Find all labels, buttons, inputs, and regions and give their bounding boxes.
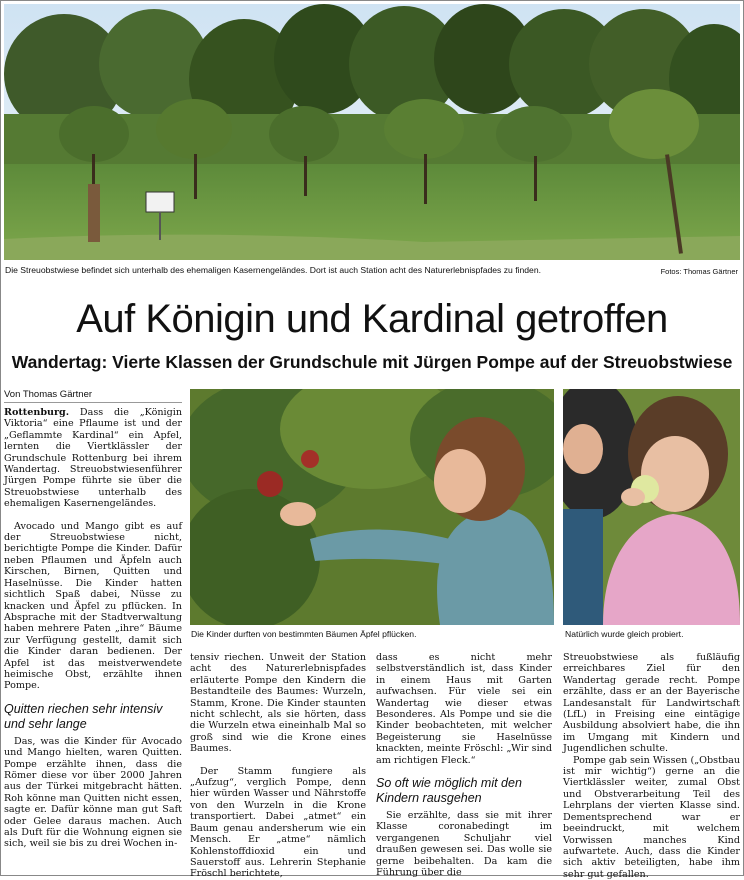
girl-eating-apple-photo bbox=[563, 389, 740, 625]
paragraph: Avocado und Mango gibt es auf der Streuobstwiese nicht, berichtigte Pompe die Kinder. Dafür neben Pflaumen und Äpfeln auch Kirschen, Birnen, Quitten und Haselnüsse. Die Kinder hatten sichtlich Spaß dabei, Nüsse zu knacken und Äpfel zu pflücken. In Absprache mit der Stadtverwaltung haben mehrere Paten „ihre“ Bäume zur Verfügung gestellt, damit sich die Kinder daran bedienen. Der Apfel ist das meistverwendete heimische Obst, erzählte ihnen Pompe. bbox=[4, 520, 182, 692]
dateline: Rottenburg. bbox=[4, 407, 70, 418]
article-column-2 bbox=[190, 652, 366, 880]
paragraph: Der Stamm fungiere als „Aufzug“, verglich Pompe, denn hier würden Wasser und Nährstoffe von den Wurzeln in die Krone transportiert. Dabei „atmet“ ein Baum genau andersherum wie ein Mensch. Er „atme“ nämlich Kohlenstoffdioxid ein und Sauerstoff aus. Lehrerin Stephanie Fröschl berichtete, bbox=[190, 765, 366, 880]
intertitle: So oft wie möglich mit den Kindern rausgehen bbox=[376, 776, 522, 806]
paragraph bbox=[4, 407, 182, 510]
byline: Von Thomas Gärtner bbox=[4, 389, 93, 400]
paragraph: Sie erzählte, dass sie mit ihrer Klasse coronabedingt im vergangenen Schuljahr viel draußen gewesen sei. Das wolle sie gerne beibehalten. Da kam die Führung über die bbox=[376, 810, 552, 879]
byline-rule bbox=[4, 402, 182, 403]
article-column-4 bbox=[563, 652, 740, 880]
orchard-photo bbox=[4, 4, 740, 260]
girl-picking-apples-photo bbox=[190, 389, 554, 625]
paragraph: Das, was die Kinder für Avocado und Mango hielten, waren Quitten. Pompe erzählte ihnen, dass die Römer diese vor über 2000 Jahren aus der Türkei mitgebracht hätten. Roh könne man Quitten nicht essen, sagte er. Dafür könne man gut Saft oder Gelee daraus machen. Auch als Duft für die Wohnung eignen sie sich, weil sie bis zu drei Wochen in- bbox=[4, 735, 182, 850]
article-column-3 bbox=[376, 652, 552, 879]
paragraph: Pompe gab sein Wissen („Obstbau ist mir wichtig“) gerne an die Viertklässler weiter, zumal Obst und Obstverarbeitung Teil des Lehrplans der vierten Klasse sind. Dementsprechend war er beeindruckt, mit welchem Vorwissen manches Kind aufwartete. Auch, dass die Kinder sich aktiv beteiligten, habe ihm sehr gut gefallen. bbox=[563, 754, 740, 880]
left-photo-caption: Die Kinder durften von bestimmten Bäumen Äpfel pflücken. bbox=[191, 629, 417, 639]
subheadline: Wandertag: Vierte Klassen der Grundschule mit Jürgen Pompe auf der Streuobstwiese bbox=[11, 352, 733, 372]
paragraph: tensiv riechen. Unweit der Station acht des Naturerlebnispfades erläuterte Pompe den Kindern die Bestandteile des Baumes: Wurzeln, Stamm, Krone. Die Kinder staunten nicht schlecht, als sie hörten, dass die Wurzeln etwa eineinhalb Mal so groß sind wie die Krone eines Baumes. bbox=[190, 652, 366, 755]
article-column-1 bbox=[4, 407, 182, 850]
photo-credit: Fotos: Thomas Gärtner bbox=[660, 267, 738, 276]
right-photo-caption: Natürlich wurde gleich probiert. bbox=[565, 629, 684, 639]
headline: Auf Königin und Kardinal getroffen bbox=[76, 297, 668, 341]
paragraph-text: Dass die „Königin Viktoria“ eine Pflaume ist und der „Geflammte Kardinal“ ein Apfel, lernten die Viertklässler der Grundschule Rottenburg bei ihrem Wandertag. Streuobstwiesenführer Jürgen Pompe führte sie über die Streuobstwiese unterhalb des ehemaligen Kasernengeländes. bbox=[4, 407, 182, 510]
paragraph: Streuobstwiese als fußläufig erreichbares Ziel für den Wandertag gerade recht. Pompe erzählte, dass er an der Bayerische Landesanstalt für Landwirtschaft (LfL) in Freising eine eintägige Ausbildung absolviert habe, die ihn im Umgang mit Kindern und Jugendlichen schulte. bbox=[563, 652, 740, 755]
intertitle: Quitten riechen sehr intensiv und sehr lange bbox=[4, 701, 163, 731]
paragraph: dass es nicht mehr selbstverständlich ist, dass Kinder in einem Haus mit Garten aufwachsen. Für viele sei ein Wandertag wie dieser etwas Besonderes. Als Pompe und sie die Kinder beobachteten, mit welcher Begeisterung sie Haselnüsse knackten, meinte Fröschl: „Wir sind am richtigen Fleck.“ bbox=[376, 652, 552, 766]
top-photo-caption: Die Streuobstwiese befindet sich unterhalb des ehemaligen Kasernengeländes. Dort ist auch Station acht des Naturerlebnispfades zu finden. bbox=[5, 265, 542, 275]
